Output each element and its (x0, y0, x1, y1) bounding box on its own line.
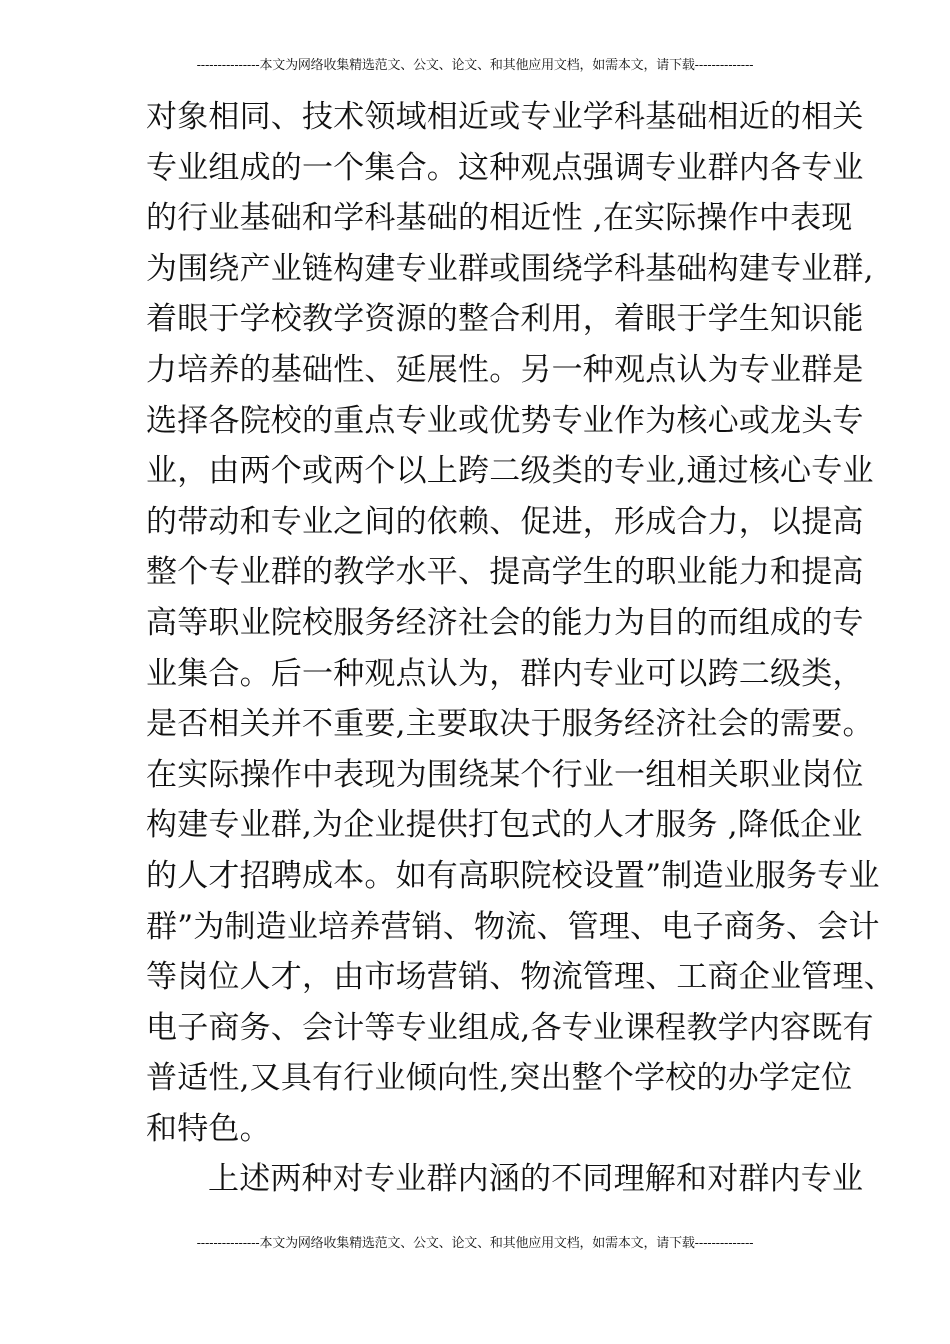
body-line: 的行业基础和学科基础的相近性 ,在实际操作中表现 (146, 200, 853, 237)
page-header: ---------------本文为网络收集精选范文、公文、论文、和其他应用文档，如需本文，请下载-------------- (196, 58, 754, 73)
body-line: 的带动和专业之间的依赖、促进，形成合力，以提高 (146, 503, 864, 540)
body-line: 等岗位人才，由市场营销、物流管理、工商企业管理、 (146, 959, 895, 996)
body-line: 为围绕产业链构建专业群或围绕学科基础构建专业群, (146, 250, 874, 287)
body-line: 是否相关并不重要,主要取决于服务经济社会的需要。 (146, 706, 874, 743)
body-line: 电子商务、会计等专业组成,各专业课程教学内容既有 (146, 1009, 874, 1046)
body-line: 和特色。 (146, 1110, 271, 1147)
body-line: 在实际操作中表现为围绕某个行业一组相关职业岗位 (146, 756, 864, 793)
body-line: 整个专业群的教学水平、提高学生的职业能力和提高 (146, 554, 864, 591)
paragraph-start-line: 上述两种对专业群内涵的不同理解和对群内专业 (208, 1161, 864, 1198)
page-footer: ---------------本文为网络收集精选范文、公文、论文、和其他应用文档，如需本文，请下载-------------- (196, 1236, 754, 1251)
body-line: 着眼于学校教学资源的整合利用，着眼于学生知识能 (146, 301, 864, 338)
body-line: 构建专业群,为企业提供打包式的人才服务 ,降低企业 (146, 807, 863, 844)
body-line: 对象相同、技术领域相近或专业学科基础相近的相关 (146, 99, 864, 135)
body-line: 高等职业院校服务经济社会的能力为目的而组成的专 (146, 604, 864, 641)
body-line: 专业组成的一个集合。这种观点强调专业群内各专业 (146, 149, 864, 186)
body-line: 力培养的基础性、延展性。另一种观点认为专业群是 (146, 351, 864, 388)
body-line: 的人才招聘成本。如有高职院校设置”制造业服务专业 (146, 857, 880, 894)
body-line: 选择各院校的重点专业或优势专业作为核心或龙头专 (146, 402, 864, 439)
body-line: 群”为制造业培养营销、物流、管理、电子商务、会计 (146, 908, 880, 945)
body-line: 普适性,又具有行业倾向性,突出整个学校的办学定位 (146, 1060, 853, 1097)
document-body (146, 92, 895, 1205)
body-line: 业集合。后一种观点认为，群内专业可以跨二级类， (146, 655, 864, 692)
body-line: 业，由两个或两个以上跨二级类的专业,通过核心专业 (146, 453, 874, 490)
